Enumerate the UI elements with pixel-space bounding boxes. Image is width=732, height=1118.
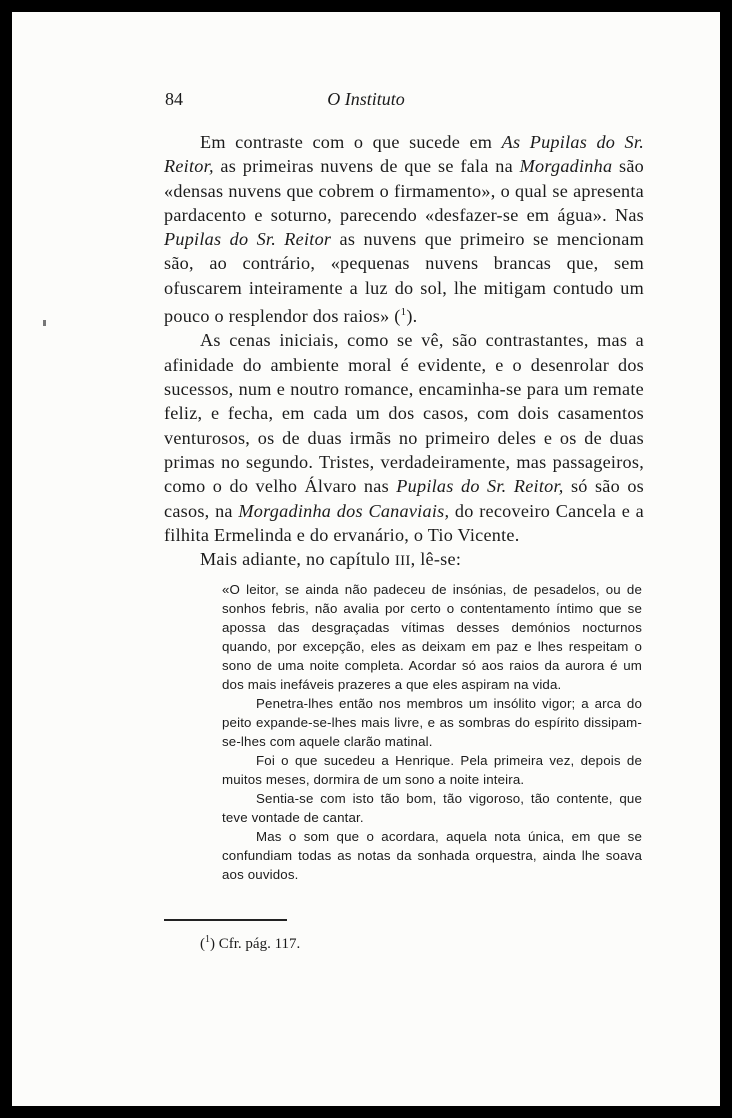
- text-run: , lê-se:: [410, 549, 462, 570]
- text-run: só são os casos, na: [164, 476, 645, 521]
- quote-paragraph: Foi o que sucedeu a Henrique. Pela primeira vez, depois de muitos meses, dormira de um sono a noite inteira.: [222, 753, 642, 787]
- text-run: Em contraste com o que sucede em: [200, 132, 502, 152]
- block-quote: [222, 580, 642, 884]
- running-title: O Instituto: [327, 89, 405, 109]
- paragraph: [164, 130, 644, 328]
- footnote-text: Cfr. pág. 117.: [218, 936, 301, 952]
- paragraph: [164, 328, 644, 547]
- text-run: são «densas nuvens que cobrem o firmamento», o qual se apresenta pardacento e soturno, parecendo «desfazer-se em água». Nas: [164, 156, 645, 225]
- paragraph: [164, 547, 644, 573]
- footnote-rule: [164, 919, 287, 921]
- page-number: 84: [165, 89, 183, 109]
- italic-title: Morgadinha dos Canaviais,: [238, 500, 450, 521]
- margin-speck: [43, 320, 46, 326]
- chapter-numeral: III: [394, 553, 411, 570]
- footnote-reference: 1: [400, 306, 407, 319]
- book-page: [12, 12, 720, 1106]
- italic-title: Morgadinha: [519, 156, 613, 177]
- quote-paragraph: Mas o som que o acordara, aquela nota única, em que se confundiam todas as notas da sonhada orquestra, ainda lhe soava aos ouvidos.: [222, 829, 642, 882]
- text-run: As cenas iniciais, como se vê, são contrastantes, mas a afinidade do ambiente moral é evidente, e o desenrolar dos sucessos, num e noutro romance, encaminha-se para um remate feliz, e fecha, em cada um dos casos, com dois casamentos venturosos, os de duas irmãs no primeiro deles e os de duas primas no segundo. Tristes, verdadeiramente, mas passageiros, como o do velho Álvaro nas: [164, 330, 644, 497]
- quote-paragraph: «O leitor, se ainda não padeceu de insónias, de pesadelos, ou de sonhos febris, não avalia por certo o contentamento íntimo que se apossa das desgraçadas vítimas desses demónios nocturnos quando, por excepção, eles as deixam em paz e lhes respeitam o sono de uma noite completa. Acordar só aos raios da aurora é um dos mais inefáveis prazeres a que eles aspiram na vida.: [222, 582, 642, 692]
- text-run: Mais adiante, no capítulo: [200, 549, 395, 570]
- body-text: [164, 130, 644, 573]
- text-run: ).: [406, 306, 418, 327]
- page-header: [12, 89, 720, 115]
- italic-title: As Pupilas do Sr. Reitor,: [164, 132, 644, 177]
- quote-paragraph: Sentia-se com isto tão bom, tão vigoroso, tão contente, que teve vontade de cantar.: [222, 791, 642, 825]
- text-run: as nuvens que primeiro se mencionam são, ao contrário, «pequenas nuvens brancas que, sem ofuscarem inteiramente a luz do sol, lhe mitigam contudo um pouco o resplendor dos raios» (: [164, 229, 644, 327]
- footnote: ($^1$) Cfr. pág. 117.: [200, 934, 301, 952]
- footnote-marker: 1: [205, 934, 210, 945]
- italic-title: Pupilas do Sr. Reitor: [164, 229, 332, 250]
- text-run: do recoveiro Cancela e a filhita Ermelinda e do ervanário, o Tio Vicente.: [164, 500, 644, 545]
- text-run: as primeiras nuvens de que se fala na: [213, 156, 520, 177]
- quote-paragraph: Penetra-lhes então nos membros um insólito vigor; a arca do peito expande-se-lhes mais livre, e as sombras do espírito dissipam-se-lhes com aquele clarão matinal.: [222, 696, 642, 749]
- italic-title: Pupilas do Sr. Reitor,: [396, 476, 564, 497]
